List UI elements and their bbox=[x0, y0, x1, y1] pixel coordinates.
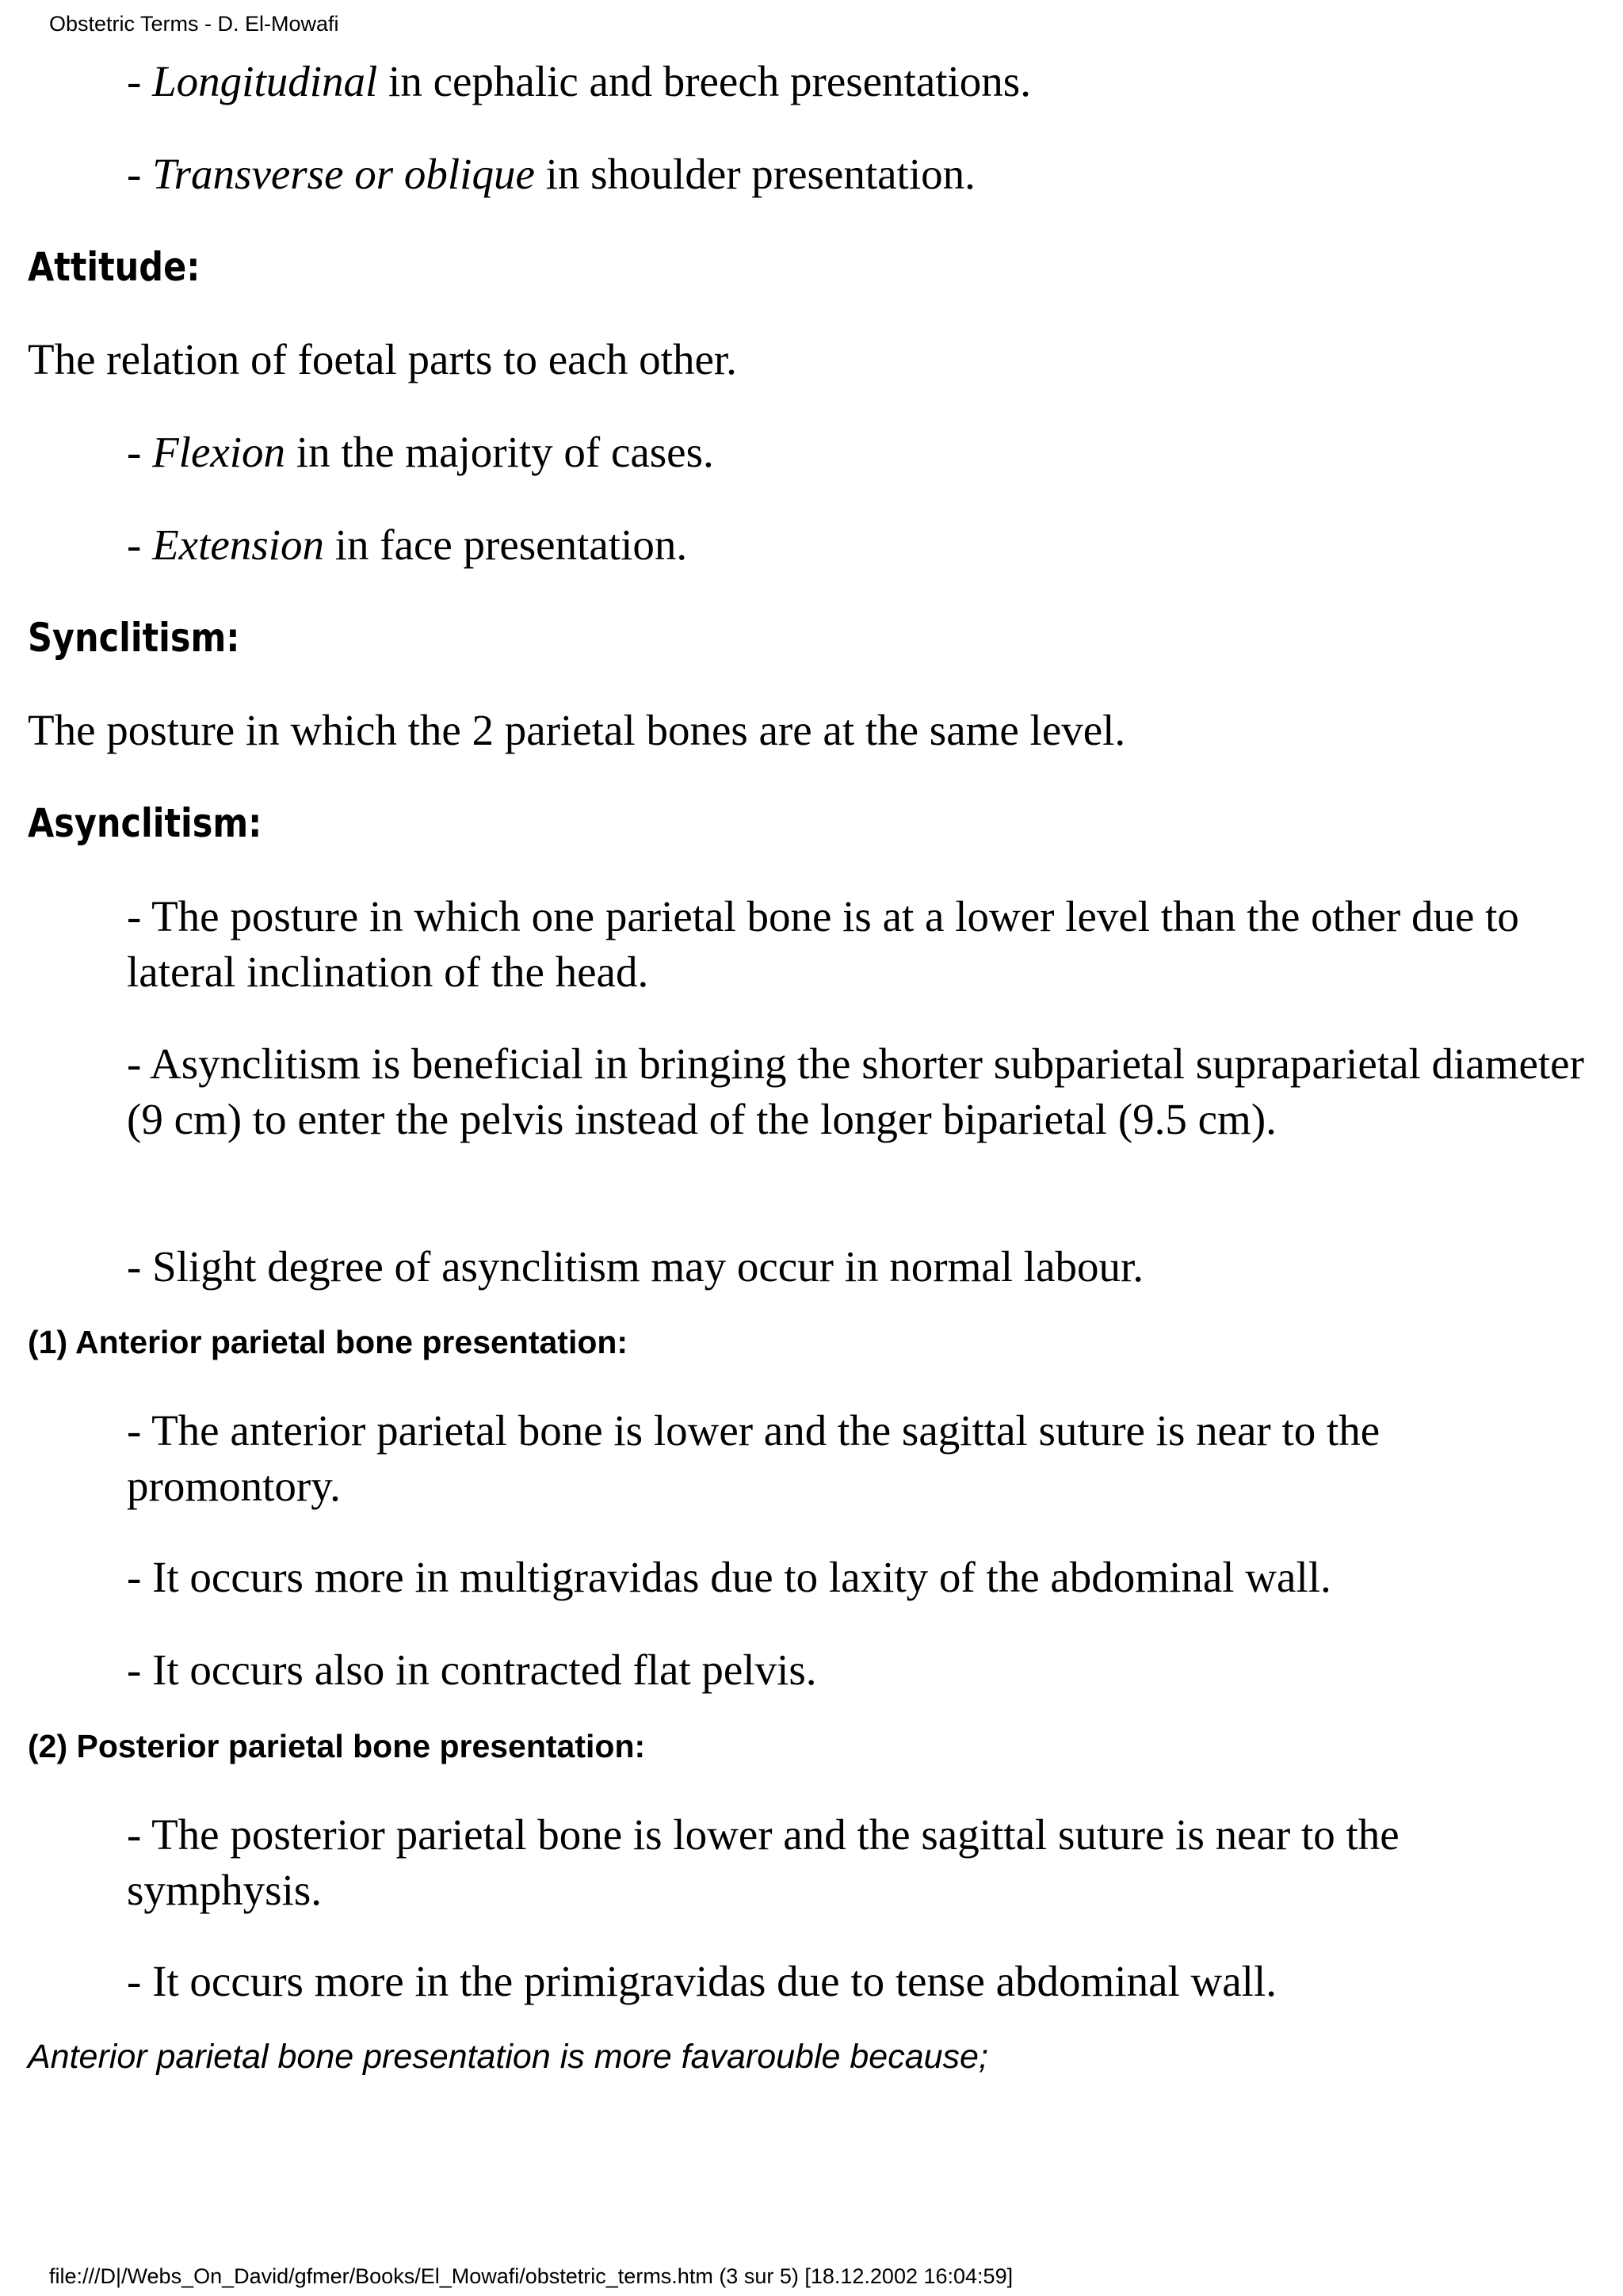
heading-synclitism: Synclitism: bbox=[28, 615, 240, 661]
attitude-definition: The relation of foetal parts to each other. bbox=[28, 335, 737, 383]
anterior-point: - It occurs also in contracted flat pelvis. bbox=[127, 1646, 817, 1694]
page-header: Obstetric Terms - D. El-Mowafi bbox=[49, 12, 339, 36]
synclitism-definition: The posture in which the 2 parietal bones are at the same level. bbox=[28, 706, 1126, 754]
heading-anterior-parietal: (1) Anterior parietal bone presentation: bbox=[28, 1324, 628, 1360]
attitude-extension: - Extension in face presentation. bbox=[127, 521, 688, 569]
posterior-point: - The posterior parietal bone is lower and the sagittal suture is near to the symphysis. bbox=[127, 1810, 1400, 1914]
page-footer-url: file:///D|/Webs_On_David/gfmer/Books/El_Mowafi/obstetric_terms.htm (3 sur 5) [18.12.2002 16:04:59] bbox=[49, 2264, 1014, 2288]
posterior-point: - It occurs more in the primigravidas due to tense abdominal wall. bbox=[127, 1957, 1277, 2005]
asynclitism-point: - The posture in which one parietal bone is at a lower level than the other due to lateral inclination of the head. bbox=[127, 892, 1519, 996]
term-transverse: Transverse or oblique bbox=[152, 150, 535, 198]
asynclitism-point: - Asynclitism is beneficial in bringing the shorter subparietal supraparietal diameter (9 cm) to enter the pelvis instead of the longer biparietal (9.5 cm). bbox=[127, 1039, 1584, 1143]
attitude-extension-text: in face presentation. bbox=[323, 521, 688, 569]
lie-longitudinal: - Longitudinal in cephalic and breech presentations. bbox=[127, 57, 1031, 105]
term-longitudinal: Longitudinal bbox=[152, 57, 378, 105]
lie-longitudinal-text: in cephalic and breech presentations. bbox=[377, 57, 1031, 105]
attitude-flexion: - Flexion in the majority of cases. bbox=[127, 428, 714, 476]
asynclitism-point: - Slight degree of asynclitism may occur in normal labour. bbox=[127, 1242, 1144, 1291]
anterior-point: - The anterior parietal bone is lower and the sagittal suture is near to the promontory. bbox=[127, 1406, 1381, 1510]
anterior-point: - It occurs more in multigravidas due to laxity of the abdominal wall. bbox=[127, 1553, 1331, 1601]
heading-attitude: Attitude: bbox=[28, 244, 200, 290]
term-flexion: Flexion bbox=[152, 428, 286, 476]
favourable-note: Anterior parietal bone presentation is more favarouble because; bbox=[28, 2038, 988, 2076]
heading-asynclitism: Asynclitism: bbox=[28, 800, 262, 846]
heading-posterior-parietal: (2) Posterior parietal bone presentation: bbox=[28, 1728, 646, 1764]
lie-transverse-text: in shoulder presentation. bbox=[534, 150, 976, 198]
attitude-flexion-text: in the majority of cases. bbox=[285, 428, 714, 476]
term-extension: Extension bbox=[152, 521, 324, 569]
lie-transverse: - Transverse or oblique in shoulder presentation. bbox=[127, 150, 976, 198]
